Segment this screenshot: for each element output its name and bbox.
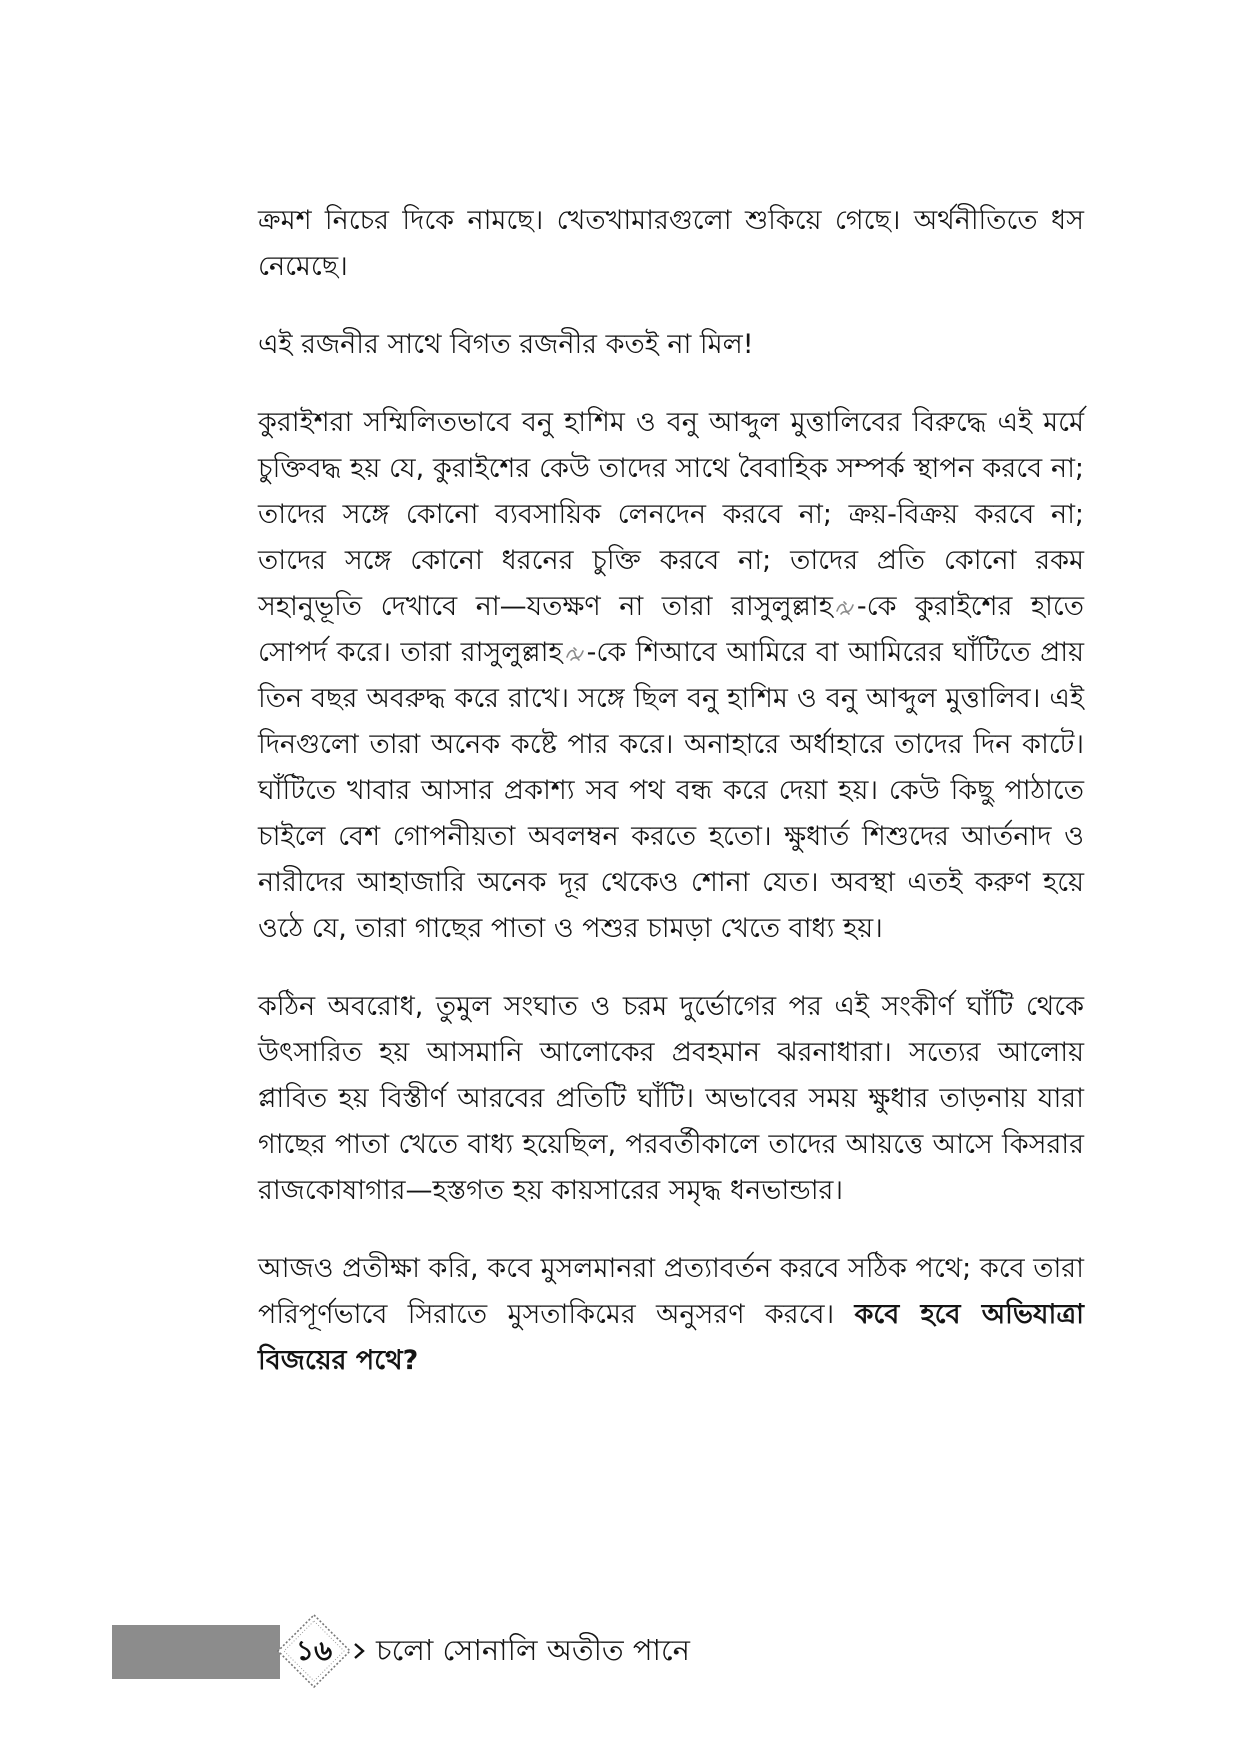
paragraph-4 <box>258 984 1084 1214</box>
footer-bar <box>112 1625 280 1679</box>
paragraph-4-text: কঠিন অবরোধ, তুমুল সংঘাত ও চরম দুর্ভোগের পর এই সংকীর্ণ ঘাঁটি থেকে উৎসারিত হয় আসমানি আলোকের প্রবহমান ঝরনাধারা। সত্যের আলোয় প্লাবিত হয় বিস্তীর্ণ আরবের প্রতিটি ঘাঁটি। অভাবের সময় ক্ষুধার তাড়নায় যারা গাছের পাতা খেতে বাধ্য হয়েছিল, পরবর্তীকালে তাদের আয়ত্তে আসে কিসরার রাজকোষাগার—হস্তগত হয় কায়সারের সমৃদ্ধ ধনভান্ডার। <box>258 991 1084 1206</box>
paragraph-1-text: ক্রমশ নিচের দিকে নামছে। খেতখামারগুলো শুকিয়ে গেছে। অর্থনীতিতে ধস নেমেছে। <box>258 205 1084 282</box>
salawat-calligraphy-icon <box>565 645 585 663</box>
chevron-right-icon <box>352 1641 366 1661</box>
running-book-title: চলো সোনালি অতীত পানে <box>376 1633 690 1667</box>
paragraph-1 <box>258 198 1084 290</box>
paragraph-2-text: এই রজনীর সাথে বিগত রজনীর কতই না মিল! <box>258 329 754 360</box>
paragraph-5 <box>258 1246 1084 1384</box>
paragraph-3-text-part1: কুরাইশরা সম্মিলিতভাবে বনু হাশিম ও বনু আব্দুল মুত্তালিবের বিরুদ্ধে এই মর্মে চুক্তিবদ্ধ হয় যে, কুরাইশের কেউ তাদের সাথে বৈবাহিক সম্পর্ক স্থাপন করবে না; তাদের সঙ্গে কোনো ব্যবসায়িক লেনদেন করবে না; ক্রয়-বিক্রয় করবে না; তাদের সঙ্গে কোনো ধরনের চুক্তি করবে না; তাদের প্রতি কোনো রকম সহানুভূতি দেখাবে না—যতক্ষণ না তারা রাসুলুল্লাহ <box>258 407 1084 622</box>
paragraph-3 <box>258 400 1084 952</box>
paragraph-2 <box>258 322 1084 368</box>
salawat-calligraphy-icon <box>835 599 855 617</box>
page-body <box>258 198 1084 1416</box>
page-number: ১৬ <box>295 1634 333 1667</box>
paragraph-3-text-part2: -কে কুরাইশের হাতে সোপর্দ করে। তারা রাসুলুল্লাহ <box>258 591 1084 668</box>
paragraph-5-text: আজও প্রতীক্ষা করি, কবে মুসলমানরা প্রত্যাবর্তন করবে সঠিক পথে; কবে তারা পরিপূর্ণভাবে সিরাতে মুসতাকিমের অনুসরণ করবে। <box>258 1253 1084 1330</box>
paragraph-5-bold-question: কবে হবে অভিযাত্রা বিজয়ের পথে? <box>258 1299 1084 1376</box>
paragraph-3-text-part3: -কে শিআবে আমিরে বা আমিরের ঘাঁটিতে প্রায় তিন বছর অবরুদ্ধ করে রাখে। সঙ্গে ছিল বনু হাশিম ও বনু আব্দুল মুত্তালিব। এই দিনগুলো তারা অনেক কষ্টে পার করে। অনাহারে অর্ধাহারে তাদের দিন কাটে। ঘাঁটিতে খাবার আসার প্রকাশ্য সব পথ বন্ধ করে দেয়া হয়। কেউ কিছু পাঠাতে চাইলে বেশ গোপনীয়তা অবলম্বন করতে হতো। ক্ষুধার্ত শিশুদের আর্তনাদ ও নারীদের আহাজারি অনেক দূর থেকেও শোনা যেত। অবস্থা এতই করুণ হয়ে ওঠে যে, তারা গাছের পাতা ও পশুর চামড়া খেতে বাধ্য হয়। <box>258 637 1084 944</box>
